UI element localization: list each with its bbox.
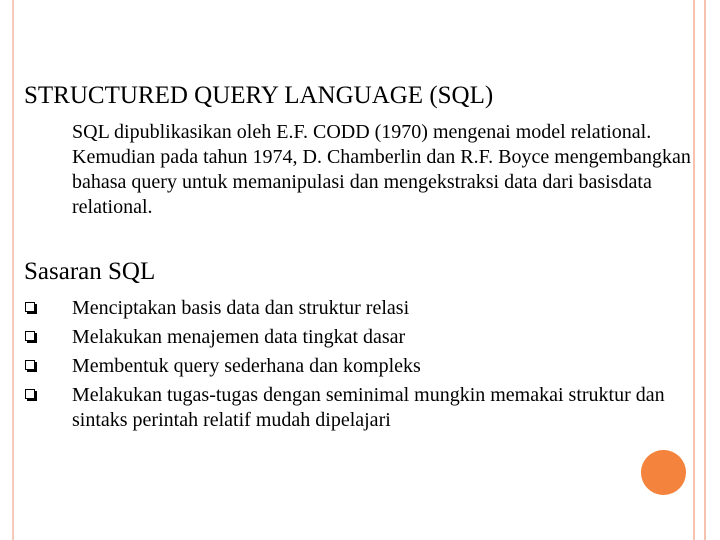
intro-paragraph: SQL dipublikasikan oleh E.F. CODD (1970) mengenai model relational. Kemudian pada tahun 1974, D. Chamberlin dan R.F. Boyce mengembangkan bahasa query untuk memanipulasi dan mengekstraksi data dari basisdata relational.	[72, 121, 691, 218]
square-bullet-icon	[25, 302, 35, 312]
list-item	[24, 296, 688, 321]
goals-list	[24, 296, 688, 437]
list-item-text: Melakukan tugas-tugas dengan seminimal mungkin memakai struktur dan sintaks perintah relatif mudah dipelajari	[72, 384, 665, 431]
square-bullet-icon	[25, 389, 35, 399]
square-bullet-icon	[25, 360, 35, 370]
list-item-text: Membentuk query sederhana dan kompleks	[72, 355, 421, 377]
right-border-line-inner	[693, 0, 695, 540]
left-border-line	[12, 0, 14, 540]
section-heading: Sasaran SQL	[24, 258, 156, 285]
right-border-line-outer	[704, 0, 706, 540]
square-bullet-icon	[25, 331, 35, 341]
list-item-text: Melakukan menajemen data tingkat dasar	[72, 326, 406, 348]
list-item-text: Menciptakan basis data dan struktur relasi	[72, 297, 410, 319]
slide-title: STRUCTURED QUERY LANGUAGE (SQL)	[24, 82, 494, 109]
list-item	[24, 325, 688, 350]
list-item	[24, 383, 688, 433]
list-item	[24, 354, 688, 379]
decorative-circle	[641, 450, 686, 495]
